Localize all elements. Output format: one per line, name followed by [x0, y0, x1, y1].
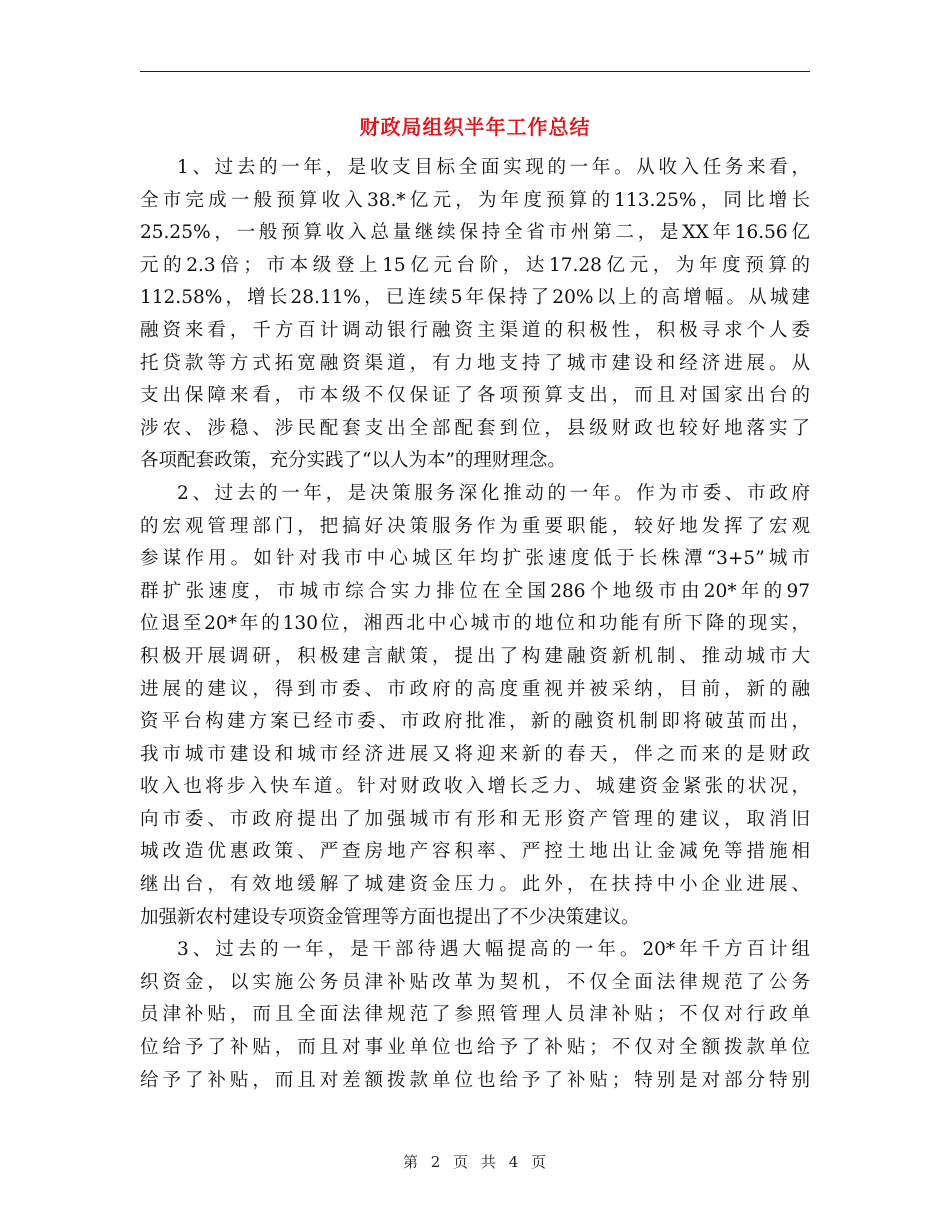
paragraph-1-line: 元的2.3倍；市本级登上15亿元台阶，达17.28亿元，为年度预算的	[140, 254, 810, 276]
paragraph-2-line: 资平台构建方案已经市委、市政府批准，新的融资机制即将破茧而出，	[140, 711, 810, 733]
paragraph-3-line: 织资金，以实施公务员津补贴改革为契机，不仅全面法律规范了公务	[140, 971, 810, 993]
paragraph-1-line: 各项配套政策，充分实践了“以人为本”的理财理念。	[140, 450, 566, 472]
paragraph-2-line: 群扩张速度，市城市综合实力排位在全国286个地级市由20*年的97	[140, 580, 810, 602]
paragraph-3-line: 员津补贴，而且全面法律规范了参照管理人员津补贴；不仅对行政单	[140, 1004, 810, 1026]
footer-page-prefix: 第	[402, 1153, 419, 1171]
paragraph-2-line: 我市城市建设和城市经济进展又将迎来新的春天，伴之而来的是财政	[140, 743, 810, 765]
paragraph-1-line: 涉农、涉稳、涉民配套支出全部配套到位，县级财政也较好地落实了	[140, 417, 810, 439]
paragraph-2-line: 位退至20*年的130位，湘西北中心城市的地位和功能有所下降的现实，	[140, 613, 810, 635]
paragraph-2-line: 2、过去的一年，是决策服务深化推动的一年。作为市委、市政府	[177, 482, 810, 504]
paragraph-2-line: 继出台，有效地缓解了城建资金压力。此外，在扶持中小企业进展、	[140, 874, 810, 896]
paragraph-1-line: 1、过去的一年，是收支目标全面实现的一年。从收入任务来看，	[177, 157, 810, 178]
paragraph-1-line: 融资来看，千方百计调动银行融资主渠道的积极性，积极寻求个人委	[140, 319, 810, 341]
paragraph-2-line: 收入也将步入快车道。针对财政收入增长乏力、城建资金紧张的状况，	[140, 776, 810, 798]
paragraph-2-line: 积极开展调研，积极建言献策，提出了构建融资新机制、推动城市大	[140, 645, 810, 667]
paragraph-1-line: 112.58%，增长28.11%，已连续5年保持了20%以上的高增幅。从城建	[140, 287, 810, 309]
footer-page-unit: 页	[453, 1153, 470, 1171]
paragraph-2-line: 进展的建议，得到市委、市政府的高度重视并被采纳，目前，新的融	[140, 678, 810, 700]
paragraph-3-line: 位给予了补贴，而且对事业单位也给予了补贴；不仅对全额拨款单位	[140, 1037, 810, 1059]
paragraph-1-line: 25.25%，一般预算收入总量继续保持全省市州第二，是XX年16.56亿	[140, 222, 810, 244]
paragraph-3-line: 给予了补贴，而且对差额拨款单位也给予了补贴；特别是对部分特别	[140, 1069, 810, 1091]
page-footer	[0, 1151, 950, 1173]
footer-total-unit: 页	[531, 1153, 548, 1171]
paragraph-1-line: 托贷款等方式拓宽融资渠道，有力地支持了城市建设和经济进展。从	[140, 352, 810, 374]
footer-total-prefix: 共	[480, 1153, 497, 1171]
paragraph-2-line: 的宏观管理部门，把搞好决策服务作为重要职能，较好地发挥了宏观	[140, 515, 810, 537]
paragraph-2-line: 参谋作用。如针对我市中心城区年均扩张速度低于长株潭“3+5”城市	[140, 548, 810, 570]
paragraph-2-line: 加强新农村建设专项资金管理等方面也提出了不少决策建议。	[140, 906, 640, 928]
paragraph-3-line: 3、过去的一年，是干部待遇大幅提高的一年。20*年千方百计组	[177, 939, 810, 961]
document-body	[140, 152, 810, 1097]
footer-current-page: 2	[430, 1153, 442, 1171]
paragraph-2-line: 向市委、市政府提出了加强城市有形和无形资产管理的建议，取消旧	[140, 808, 810, 830]
paragraph-1-line: 支出保障来看，市本级不仅保证了各项预算支出，而且对国家出台的	[140, 385, 810, 407]
paragraph-2-line: 城改造优惠政策、严查房地产容积率、严控土地出让金减免等措施相	[140, 841, 810, 863]
paragraph-1-line: 全市完成一般预算收入38.*亿元，为年度预算的113.25%，同比增长	[140, 189, 810, 211]
header-rule	[140, 71, 810, 72]
document-title: 财政局组织半年工作总结	[359, 115, 591, 139]
footer-total-pages: 4	[508, 1153, 520, 1171]
